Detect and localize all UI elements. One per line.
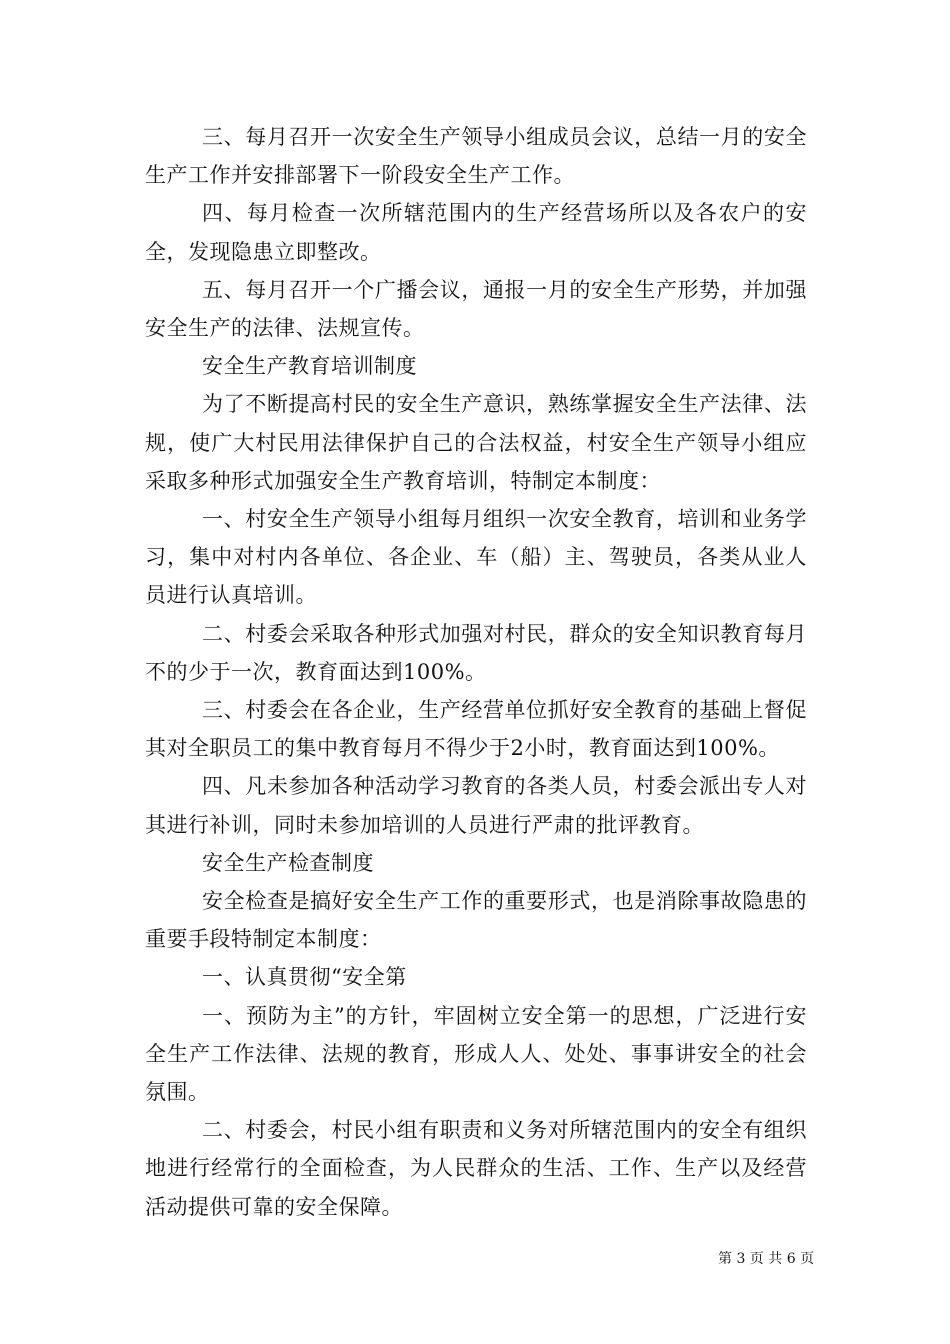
- paragraph-inspection-intro: 安全检查是搞好安全生产工作的重要形式，也是消除事故隐患的重要手段特制定本制度：: [145, 889, 807, 952]
- paragraph-inspection-item-2: 二、村委会，村民小组有职责和义务对所辖范围内的安全有组织地进行经常行的全面检查，为人民群众的生活、工作、生产以及经营活动提供可靠的安全保障。: [145, 1118, 807, 1219]
- paragraph-monthly-inspection: 四、每月检查一次所辖范围内的生产经营场所以及各农户的安全，发现隐患立即整改。: [145, 201, 807, 264]
- paragraph-training-item-4: 四、凡未参加各种活动学习教育的各类人员，村委会派出专人对其进行补训，同时未参加培训的人员进行严肃的批评教育。: [145, 774, 807, 837]
- paragraph-training-item-2: 二、村委会采取各种形式加强对村民，群众的安全知识教育每月不的少于一次，教育面达到100%。: [145, 621, 807, 684]
- section-heading-education-training: 安全生产教育培训制度: [202, 354, 417, 379]
- page-number: 第 3 页 共 6 页: [718, 1251, 815, 1267]
- paragraph-broadcast-meeting: 五、每月召开一个广播会议，通报一月的安全生产形势，并加强安全生产的法律、法规宣传。: [145, 277, 807, 341]
- section-heading-safety-inspection: 安全生产检查制度: [202, 850, 374, 875]
- document-body: [145, 118, 807, 1226]
- paragraph-training-intro: 为了不断提高村民的安全生产意识，熟练掌握安全生产法律、法规，使广大村民用法律保护自己的合法权益，村安全生产领导小组应采取多种形式加强安全生产教育培训，特制定本制度：: [145, 392, 807, 493]
- paragraph-monthly-meeting: 三、每月召开一次安全生产领导小组成员会议，总结一月的安全生产工作并安排部署下一阶段安全生产工作。: [145, 125, 807, 188]
- paragraph-inspection-item-1b: 一、预防为主”的方针，牢固树立安全第一的思想，广泛进行安全生产工作法律、法规的教育，形成人人、处处、事事讲安全的社会氛围。: [145, 1003, 807, 1105]
- paragraph-training-item-1: 一、村安全生产领导小组每月组织一次安全教育，培训和业务学习，集中对村内各单位、各企业、车（船）主、驾驶员，各类从业人员进行认真培训。: [145, 507, 807, 608]
- paragraph-training-item-3: 三、村委会在各企业，生产经营单位抓好安全教育的基础上督促其对全职员工的集中教育每月不得少于2小时，教育面达到100%。: [145, 698, 807, 761]
- paragraph-inspection-item-1a: 一、认真贯彻“安全第: [202, 965, 407, 990]
